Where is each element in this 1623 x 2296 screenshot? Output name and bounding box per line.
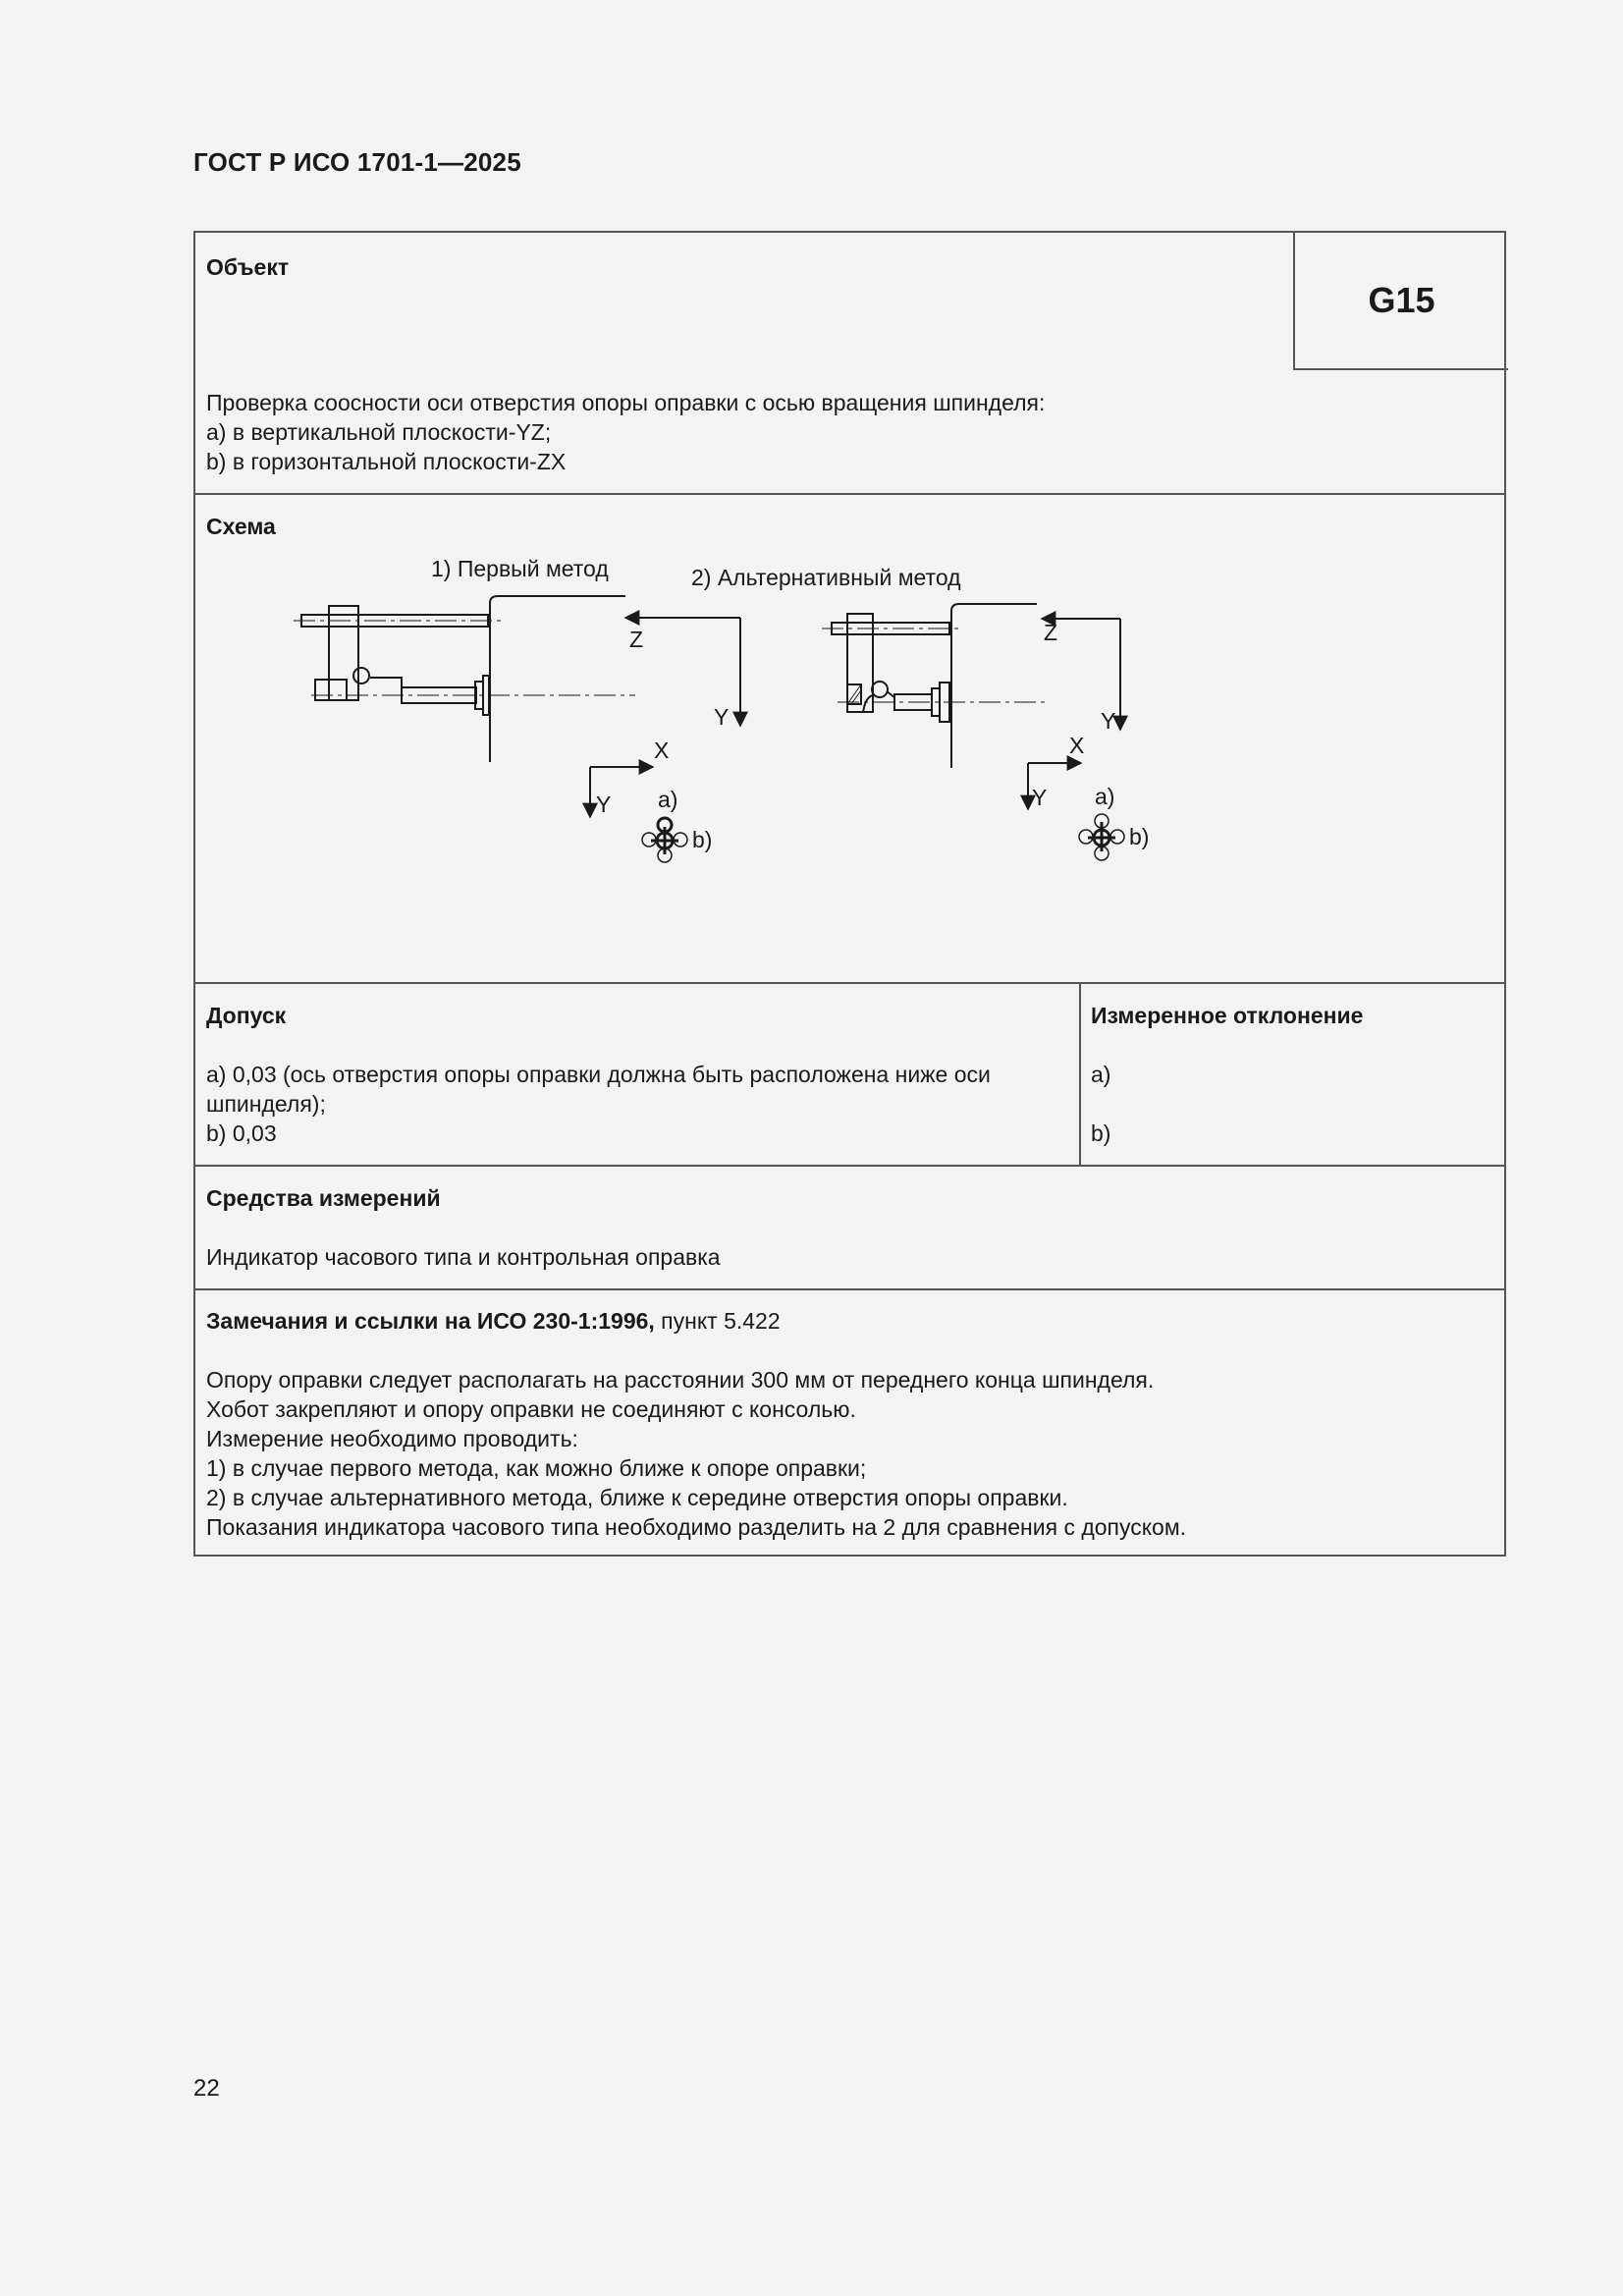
page-number: 22 [193,2075,220,2102]
arbor-support [329,606,358,700]
axis-x-label: X [654,738,670,763]
object-item-a: a) в вертикальной плоскости-YZ; [206,419,552,445]
axis-x-label-2: X [1069,733,1085,758]
axis-z-label: Z [629,627,644,652]
remarks-line: Хобот закрепляют и опору оправки не соединяют с консолью. [206,1396,856,1422]
tolerance-label: Допуск [206,1003,287,1028]
axis-y-label: Y [714,704,730,730]
spindle-column-2 [951,604,1037,768]
column-divider [1079,982,1081,1165]
document-header: ГОСТ Р ИСО 1701-1—2025 [193,147,521,177]
axis-z-label-2: Z [1044,620,1058,645]
divider [195,1165,1504,1167]
divider [195,1288,1504,1290]
remarks-line: Опору оправки следует располагать на расстоянии 300 мм от переднего конца шпинделя. [206,1367,1155,1393]
measured-b: b) [1091,1121,1111,1146]
scheme-label: Схема [206,514,276,539]
axis-y-label-4: Y [1032,785,1048,810]
measured-label: Измеренное отклонение [1091,1003,1364,1028]
remarks-heading [206,1306,781,1336]
measured-a: a) [1091,1062,1111,1087]
indicator-positions-2 [1079,814,1124,860]
remarks-label: Замечания и ссылки на ИСО 230-1:1996, [206,1308,655,1334]
test-code: G15 [1293,233,1508,370]
method1-title: 1) Первый метод [431,556,609,581]
point-a-label-2: a) [1095,784,1115,809]
tolerance-line-2: шпинделя); [206,1091,326,1117]
remarks-line: Измерение необходимо проводить: [206,1426,578,1451]
instruments-label: Средства измерений [206,1185,441,1211]
object-description: Проверка соосности оси отверстия опоры оправки с осью вращения шпинделя: [206,390,1046,415]
point-b-label-2: b) [1129,824,1150,849]
remarks-line: 1) в случае первого метода, как можно ближе к опоре оправки; [206,1455,867,1481]
point-a-label: a) [658,787,678,812]
divider [195,982,1504,984]
object-label: Объект [206,254,290,280]
object-item-b: b) в горизонтальной плоскости-ZX [206,449,567,474]
remarks-line: 2) в случае альтернативного метода, ближе к середине отверстия опоры оправки. [206,1485,1068,1510]
method2-title: 2) Альтернативный метод [691,565,961,590]
axis-y-label-2: Y [596,792,612,817]
remarks-ref: пункт 5.422 [654,1308,781,1334]
instruments-text: Индикатор часового типа и контрольная оправка [206,1244,721,1270]
tolerance-line-3: b) 0,03 [206,1121,277,1146]
test-sheet-table [193,231,1506,1557]
axis-y-label-3: Y [1101,708,1116,734]
indicator-positions-1 [642,818,687,862]
remarks-line: Показания индикатора часового типа необходимо разделить на 2 для сравнения с допуском. [206,1514,1187,1540]
scheme-diagram [195,495,1504,852]
point-b-label: b) [692,827,713,852]
spindle-column [490,596,625,762]
tolerance-line-1: a) 0,03 (ось отверстия опоры оправки должна быть расположена ниже оси [206,1062,991,1087]
